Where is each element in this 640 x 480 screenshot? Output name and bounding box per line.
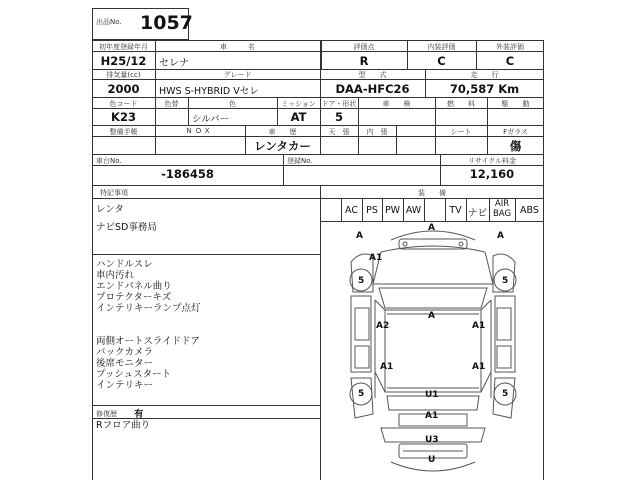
sunroof-label: 天 張	[328, 128, 350, 136]
equipment-airbag: AIR BAG	[492, 199, 512, 219]
model-label: 型 式	[358, 71, 387, 79]
mark-wheel-rl: 5	[358, 389, 365, 399]
note-line: 両側オートスライドドア	[96, 336, 200, 347]
equipment-pw: PW	[384, 205, 401, 216]
repair-history-value: 有	[134, 409, 144, 420]
history-label: 車 歴	[268, 128, 297, 136]
maintenance-label: 整備手帳	[109, 128, 138, 136]
doors-value: 5	[334, 110, 343, 124]
notes-header: 特記事項	[100, 189, 128, 197]
lot-number: 1057	[140, 12, 193, 34]
interior-score-label: 内装評価	[427, 43, 456, 51]
model-value: DAA-HFC26	[335, 82, 410, 96]
score-label: 評価点	[353, 43, 375, 51]
note-line: バックカメラ	[96, 347, 154, 358]
recycle-value: 12,160	[469, 167, 515, 181]
glass-value: 傷	[509, 139, 522, 153]
year-value: H25/12	[100, 54, 147, 68]
mark-rear-a1: A1	[425, 411, 439, 421]
chassis-value: -186458	[161, 167, 214, 181]
car-name-label: 車 名	[220, 43, 255, 51]
interior-top-label: 内 張	[366, 128, 388, 136]
color-change-label: 色替	[164, 100, 179, 108]
fuel-label: 燃 料	[447, 100, 475, 108]
mark-rear-u: U	[428, 455, 436, 465]
displacement-label: 排気量(cc)	[106, 71, 141, 79]
history-value: レンタカー	[254, 139, 311, 153]
mark-roof: A	[428, 311, 435, 321]
mark-rear-u3: U3	[425, 435, 439, 445]
score-value: R	[359, 54, 369, 68]
mark-wheel-fl: 5	[358, 276, 365, 286]
color-code-label: 色コード	[109, 100, 138, 108]
mission-label: ミッション	[281, 100, 316, 108]
interior-score-value: C	[437, 54, 446, 68]
mark-front-top: A	[428, 223, 435, 233]
note-line: プッシュスタート	[96, 369, 172, 380]
glass-label: Fガラス	[503, 128, 528, 136]
mileage-value: 70,587 Km	[449, 82, 520, 96]
inspection-label: 車 検	[382, 100, 411, 108]
note-line: ナビSD事務局	[96, 222, 157, 233]
mark-right-a1-front: A1	[472, 321, 486, 331]
color-code-value: K23	[111, 110, 136, 124]
grade-label: グレード	[223, 71, 252, 79]
equipment-ps: PS	[366, 205, 378, 216]
note-line: エンドパネル曲り	[96, 281, 172, 292]
mark-rear-u1: U1	[425, 390, 439, 400]
equipment-tv: TV	[449, 205, 462, 216]
note-line: ハンドルスレ	[96, 259, 153, 270]
seat-label: シート	[450, 128, 472, 136]
note-line: 後席モニター	[96, 358, 154, 369]
repair-note-line: Rフロア曲り	[96, 420, 151, 431]
color-label: 色	[229, 100, 236, 108]
exterior-score-label: 外装評価	[496, 43, 524, 51]
mark-wheel-rr: 5	[502, 389, 509, 399]
note-line: プロテクターキズ	[96, 292, 172, 303]
equipment-header: 装 備	[418, 189, 446, 197]
lot-number-label: 出品No.	[96, 18, 122, 26]
mark-left-a2: A2	[376, 321, 390, 331]
nox-label: NOX	[186, 127, 214, 135]
year-label: 初年度登録年月	[99, 43, 148, 51]
repair-history-label: 修復歴	[96, 410, 117, 418]
car-name-value: セレナ	[159, 58, 189, 69]
note-line: レンタ	[96, 204, 124, 215]
equipment-navi: ナビ	[467, 208, 487, 219]
chassis-label: 車台No.	[96, 157, 122, 165]
mark-wheel-fr: 5	[502, 276, 509, 286]
mission-value: AT	[290, 110, 307, 124]
mark-hood: A1	[369, 253, 383, 263]
mark-right-a1-rear: A1	[472, 362, 486, 372]
exterior-score-value: C	[505, 54, 515, 68]
mark-left-a1: A1	[380, 362, 394, 372]
note-line: 車内汚れ	[96, 270, 135, 281]
equipment-ac: AC	[345, 205, 358, 216]
mark-front-right: A	[497, 231, 504, 241]
equipment-abs: ABS	[520, 205, 539, 216]
color-value: シルバー	[192, 114, 230, 125]
recycle-label: リサイクル料金	[467, 157, 517, 165]
mark-front-left: A	[356, 231, 363, 241]
grade-value: HWS S-HYBRID Vセレ	[159, 86, 259, 97]
drive-label: 駆 動	[501, 100, 530, 108]
mileage-label: 走 行	[470, 71, 499, 79]
reg-no-label: 登録No.	[287, 157, 313, 165]
equipment-aw: AW	[405, 205, 422, 216]
note-line: インテリキー	[96, 380, 154, 391]
note-line: インテリキーランプ点灯	[96, 303, 201, 314]
doors-label: ドア・形状	[321, 100, 357, 108]
displacement-value: 2000	[107, 82, 140, 96]
